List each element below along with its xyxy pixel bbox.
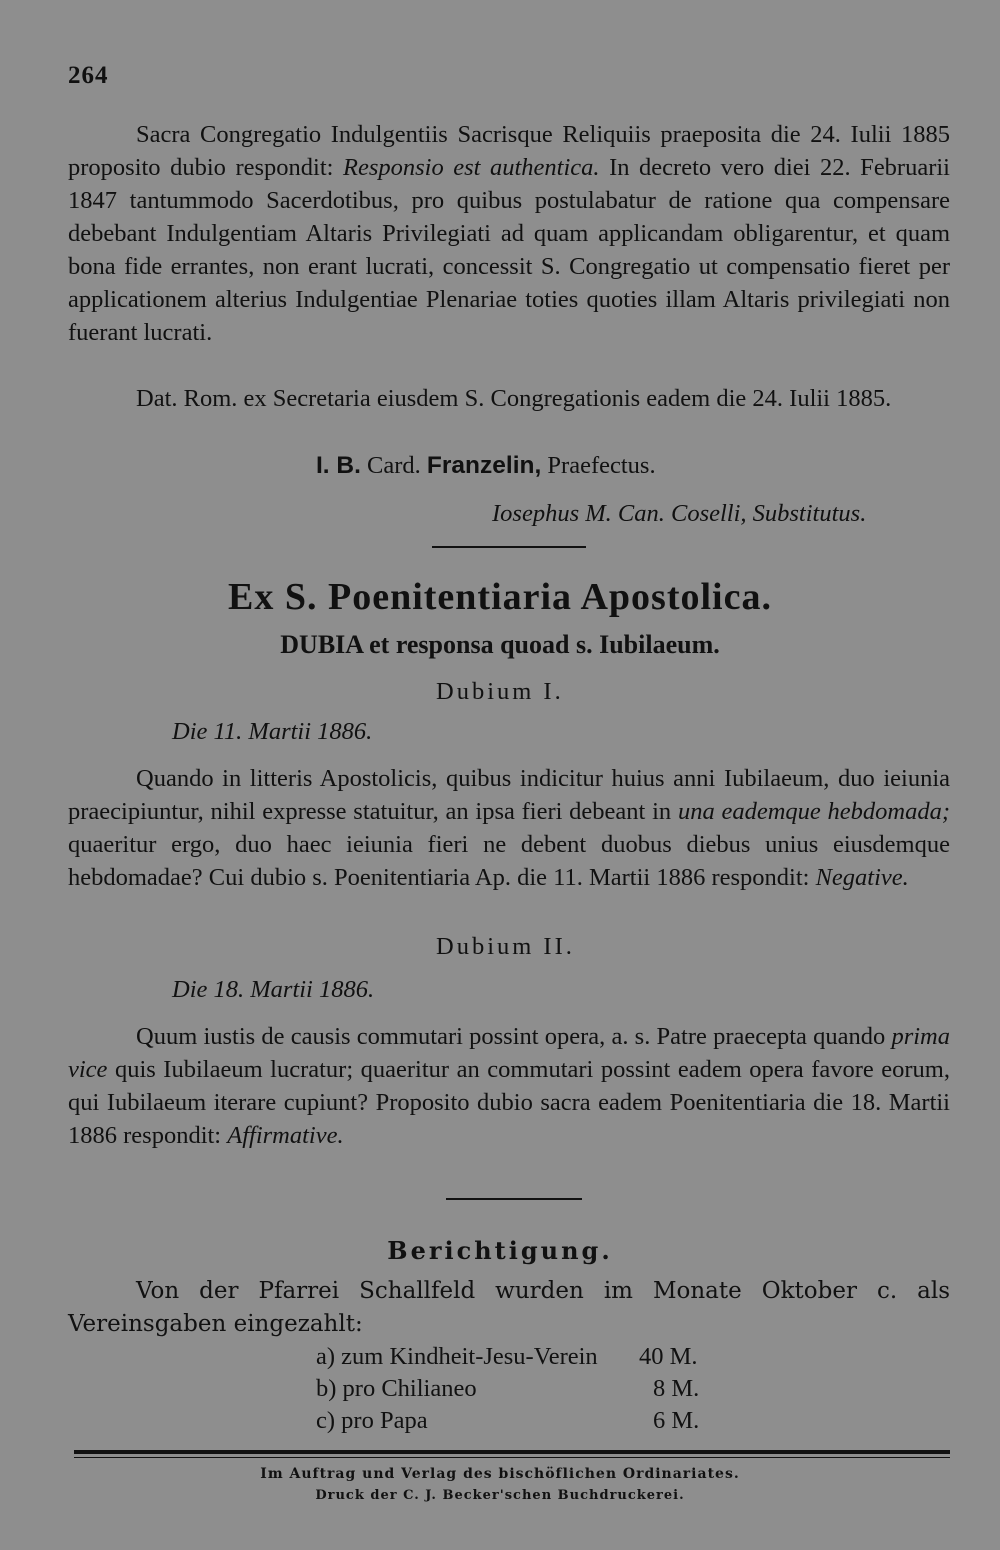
dubium1-text-italic: una eademque hebdomada; xyxy=(677,798,950,825)
footer-rule-thin xyxy=(74,1457,950,1458)
dubium1-date: Die 11. Martii 1886. xyxy=(172,718,373,745)
dat-line: Dat. Rom. ex Secretaria eiusdem S. Congregationis eadem die 24. Iulii 1885. xyxy=(136,385,892,412)
row-amount-b xyxy=(653,1375,699,1403)
row-label: a) zum Kindheit-Jesu-Verein xyxy=(316,1343,598,1370)
dubium2-answer: Affirmative. xyxy=(227,1122,344,1149)
dubium2-text-middle: quis Iubilaeum lucratur; quaeritur an commutari possint eadem opera favore eorum, qui Iubilaeum iterare cupiunt? Proposito dubio sacra eadem Poenitentiaria die 18. Martii 1886 respondit: xyxy=(68,1056,950,1149)
signature-initials: I. B. xyxy=(316,452,361,479)
divider-2 xyxy=(446,1198,582,1200)
dubium1-text xyxy=(68,762,950,894)
signature-title: Praefectus. xyxy=(547,452,656,479)
footer-line-2: Druck der C. J. Becker'schen Buchdruckerei. xyxy=(315,1488,685,1503)
footer-line-1: Im Auftrag und Verlag des bischöflichen Ordinariates. xyxy=(260,1466,740,1482)
divider-1 xyxy=(432,546,586,548)
row-label: c) pro Papa xyxy=(316,1407,428,1434)
amount: 8 xyxy=(653,1375,666,1402)
berichtigung-title: Berichtigung. xyxy=(387,1236,613,1265)
section-title: Ex S. Poenitentiaria Apostolica. xyxy=(228,576,772,618)
unit: M. xyxy=(671,1407,700,1434)
first-paragraph-text: Sacra Congregatio Indulgentiis Sacrisque Reliquiis praeposita die 24. Iulii 1885 proposito dubio respondit: xyxy=(68,121,950,181)
dubium2-text-before: Quum iustis de causis commutari possint opera, a. s. Patre praecepta quando xyxy=(136,1023,892,1050)
dubium1-text-middle: quaeritur ergo, duo haec ieiunia fieri ne debent duobus diebus unius eiusdemque hebdomadae? Cui dubio s. Poenitentiaria Ap. die 11. Martii 1886 respondit: xyxy=(68,831,950,891)
first-paragraph-rest: In decreto vero diei 22. Februarii 1847 tantummodo Sacerdotibus, pro quibus postulabatur de ratione qua compensare debebant Indulgentiam Altaris Privilegiati ad quam applicandam obligarentur, et quam bona fide errantes, non erant lucrati, concessit S. Congregatio ut compensatio fieret per applicationem alterius Indulgentiae Plenariae toties quoties illam Altaris privilegiati non fuerant lucrati. xyxy=(68,154,950,346)
page-number: 264 xyxy=(68,62,109,89)
dubium2-date: Die 18. Martii 1886. xyxy=(172,976,375,1003)
berichtigung-row-b xyxy=(316,1375,477,1403)
unit: M. xyxy=(669,1343,698,1370)
signature-name: Franzelin, xyxy=(426,452,542,479)
signature-substitutus: Iosephus M. Can. Coselli, Substitutus. xyxy=(492,500,867,527)
dubium2-text-italic: prima vice xyxy=(68,1023,950,1083)
dubium1-text-before: Quando in litteris Apostolicis, quibus indicitur huius anni Iubilaeum, duo ieiunia praecipiuntur, nihil expresse statuitur, an ipsa fieri debeant in xyxy=(68,765,950,825)
signature-praefectus xyxy=(316,452,656,480)
amount: 6 xyxy=(653,1407,666,1434)
berichtigung-intro: Von der Pfarrei Schallfeld wurden im Monate Oktober c. als Vereinsgaben eingezahlt: xyxy=(68,1278,950,1337)
unit: M. xyxy=(671,1375,700,1402)
berichtigung-row-c xyxy=(316,1407,428,1435)
row-label: b) pro Chilianeo xyxy=(316,1375,477,1402)
dubium1-heading: Dubium I. xyxy=(436,678,564,705)
row-amount-c xyxy=(653,1407,699,1435)
dubium2-heading: Dubium II. xyxy=(436,933,575,960)
first-paragraph xyxy=(68,118,950,349)
dubium2-text xyxy=(68,1020,950,1152)
signature-card: Card. xyxy=(367,452,421,479)
berichtigung-row-a xyxy=(316,1343,598,1371)
footer-rule-thick xyxy=(74,1450,950,1454)
row-amount-a xyxy=(639,1343,698,1371)
amount: 40 xyxy=(639,1343,664,1370)
response-authentica: Responsio est authentica. xyxy=(342,154,600,181)
dubium1-answer: Negative. xyxy=(815,864,909,891)
section-subtitle: DUBIA et responsa quoad s. Iubilaeum. xyxy=(280,630,720,659)
